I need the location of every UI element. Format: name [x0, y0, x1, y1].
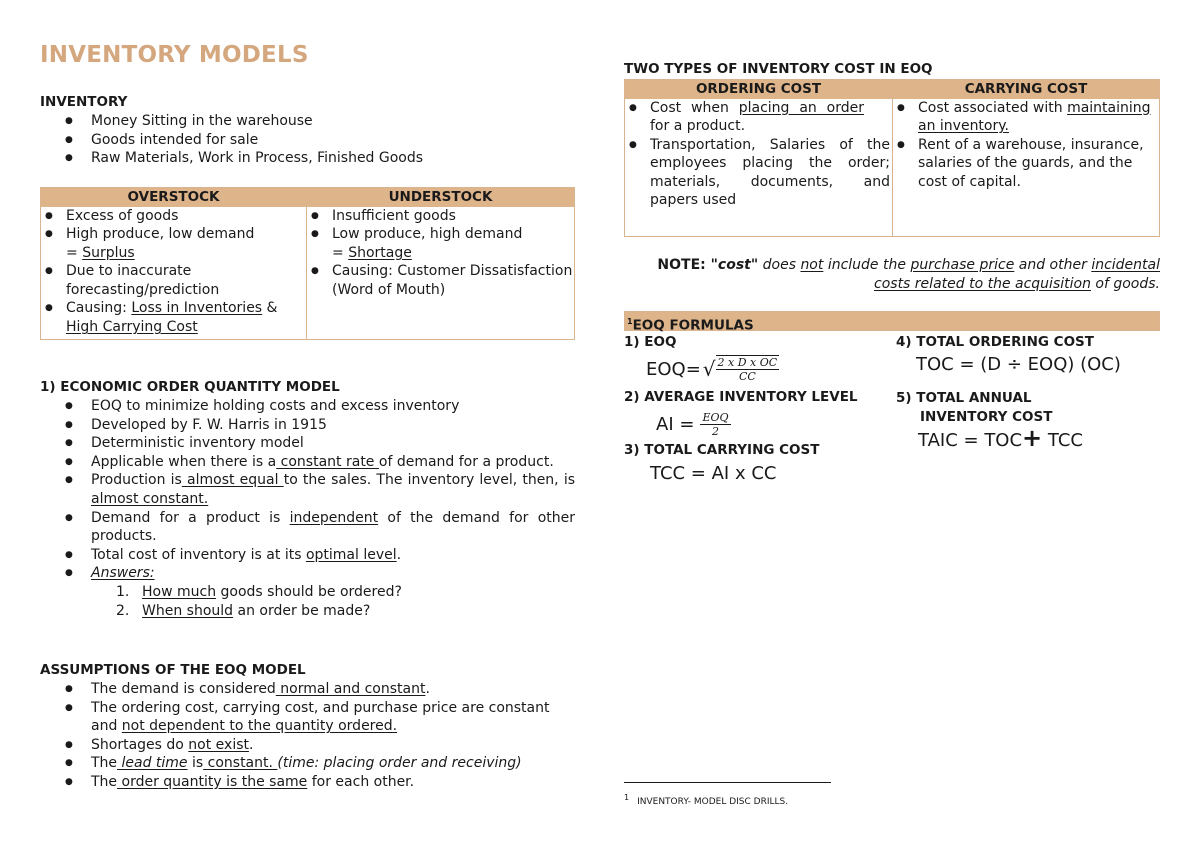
- footnote-mark: 1: [624, 793, 630, 802]
- text: purchase price: [910, 257, 1015, 273]
- taic-formula: [896, 424, 1160, 452]
- carrying-cost-header: CARRYING COST: [893, 80, 1160, 99]
- eoq-model-heading: 1) ECONOMIC ORDER QUANTITY MODEL: [40, 379, 340, 395]
- list-item: ● Causing: Customer Dissatisfaction (Word of Mouth): [307, 262, 574, 299]
- numerator: EOQ: [702, 410, 729, 424]
- text: of goods.: [1090, 276, 1160, 292]
- eoq-formula: [624, 352, 894, 386]
- shortage-term: Shortage: [348, 244, 412, 261]
- formula-5-label-line2: INVENTORY COST: [920, 409, 1053, 425]
- surplus-term: Surplus: [82, 244, 135, 261]
- assumptions-heading: ASSUMPTIONS OF THE EOQ MODEL: [40, 662, 306, 678]
- denominator: 2: [711, 424, 719, 438]
- text: Cost when: [650, 99, 739, 116]
- eoq-formulas-heading: EOQ FORMULAS: [632, 317, 754, 334]
- cost-types-table: [624, 79, 1160, 237]
- text: TAIC = TOC: [918, 430, 1023, 451]
- text: to the sales. The inventory level, then, is: [283, 472, 575, 489]
- list-item: [41, 299, 306, 336]
- text: maintaining an inventory.: [918, 99, 1151, 135]
- understock-cell: [307, 207, 575, 340]
- answers-label: Answers:: [91, 565, 155, 582]
- list-item: ● Developed by F. W. Harris in 1915: [40, 416, 575, 435]
- text: High Carrying Cost: [66, 319, 198, 336]
- text: normal and constant: [275, 681, 426, 697]
- text: and other: [1014, 257, 1092, 273]
- formula-4-label: 4) TOTAL ORDERING COST: [896, 334, 1094, 350]
- list-number: 2.: [116, 602, 130, 619]
- list-item: [41, 225, 306, 262]
- text: almost equal: [181, 472, 284, 489]
- list-item: [40, 773, 575, 792]
- answers-list: [40, 583, 575, 621]
- text: The ordering cost, carrying cost, and purchase price are constant and: [91, 699, 550, 735]
- list-item: [893, 99, 1159, 136]
- list-item: ● Goods intended for sale: [40, 131, 575, 150]
- understock-header: UNDERSTOCK: [307, 188, 575, 207]
- list-item: [40, 471, 575, 508]
- ordering-cost-header: ORDERING COST: [625, 80, 893, 99]
- overstock-header: OVERSTOCK: [41, 188, 307, 207]
- text: =: [66, 244, 83, 261]
- stock-table-wrap: [40, 187, 575, 340]
- text: .: [396, 546, 402, 563]
- list-item: ● Raw Materials, Work in Process, Finished Goods: [40, 149, 575, 168]
- text: does: [758, 257, 801, 273]
- text: Demand for a product is: [91, 509, 290, 526]
- cost-types-heading: TWO TYPES OF INVENTORY COST IN EOQ: [624, 61, 933, 77]
- text: Cost associated with: [918, 99, 1068, 116]
- list-item: [307, 225, 574, 262]
- text: not: [800, 257, 824, 273]
- formulas-left: [624, 333, 894, 484]
- text: Shortages do: [91, 736, 189, 753]
- text: .: [425, 681, 430, 697]
- ordering-cost-cell: [625, 99, 893, 237]
- formulas-right: [896, 333, 1160, 451]
- text: Causing:: [66, 300, 132, 317]
- text: optimal level: [305, 546, 397, 563]
- numerator: 2 x D x OC: [717, 356, 778, 369]
- text: placing an order: [738, 99, 864, 116]
- list-item: ● Insufficient goods: [307, 207, 574, 226]
- text: order quantity is the same: [117, 773, 308, 790]
- text: The demand is considered: [91, 681, 276, 697]
- text: constant rate: [276, 453, 379, 470]
- denominator: CC: [738, 370, 756, 383]
- text: Low produce, high demand: [332, 226, 523, 243]
- text: is: [187, 755, 204, 772]
- formula-5-label: 5) TOTAL ANNUAL: [896, 390, 1032, 406]
- list-item: [40, 583, 575, 602]
- list-item: ● Deterministic inventory model: [40, 434, 575, 453]
- text: Applicable when there is a: [91, 453, 277, 470]
- toc-formula: TOC = (D ÷ EOQ) (OC): [916, 354, 1121, 375]
- text: constant.: [203, 755, 278, 772]
- list-item: ● Excess of goods: [41, 207, 306, 226]
- inventory-heading: INVENTORY: [40, 94, 128, 110]
- list-item: [40, 546, 575, 565]
- list-item: [40, 509, 575, 546]
- text: goods should be ordered?: [216, 583, 402, 600]
- text: of the demand for other products.: [91, 509, 576, 545]
- footnote-ref: 1: [627, 317, 633, 326]
- text: (time: placing order and receiving): [277, 755, 522, 772]
- carrying-cost-cell: [893, 99, 1160, 237]
- lead-time-term: lead time: [117, 755, 188, 772]
- list-item: [40, 602, 575, 621]
- text: When should: [142, 602, 234, 619]
- footnote: [624, 793, 788, 807]
- list-item: ● Due to inaccurate forecasting/prediction: [41, 262, 306, 299]
- text: The: [91, 755, 118, 772]
- list-item: ● EOQ to minimize holding costs and excess inventory: [40, 397, 575, 416]
- text: of demand for a product.: [378, 453, 554, 470]
- eoq-model-section: [40, 378, 575, 621]
- formula-2-label: 2) AVERAGE INVENTORY LEVEL: [624, 389, 858, 405]
- list-item: ● Money Sitting in the warehouse: [40, 112, 575, 131]
- list-item: [40, 564, 575, 583]
- list-item: ● Rent of a warehouse, insurance, salaries of the guards, and the cost of capital.: [893, 136, 1159, 192]
- text: =: [332, 244, 349, 261]
- list-item: [40, 699, 575, 736]
- sqrt-icon: √: [702, 357, 716, 381]
- text: Loss in Inventories: [131, 300, 263, 317]
- page-title: INVENTORY MODELS: [40, 42, 309, 68]
- text: The: [91, 773, 118, 790]
- cost-types-section: [624, 60, 1160, 237]
- ai-fraction: [700, 411, 730, 438]
- eoq-fraction: [716, 355, 780, 383]
- text: independent: [289, 509, 379, 526]
- text: AI =: [656, 413, 695, 435]
- list-number: 1.: [116, 583, 130, 600]
- footnote-text: INVENTORY- MODEL DISC DRILLS.: [637, 797, 789, 807]
- text: not exist: [188, 736, 249, 753]
- text: almost constant.: [91, 490, 209, 507]
- text: for each other.: [307, 773, 415, 790]
- tcc-formula: TCC = AI x CC: [650, 463, 777, 484]
- inventory-list: [40, 112, 575, 168]
- list-item: [40, 754, 575, 773]
- stock-table: [40, 187, 575, 340]
- assumptions-section: [40, 661, 575, 792]
- list-item: ● Transportation, Salaries of the employees placing the order; materials, documents, and papers used: [625, 136, 892, 210]
- text: .: [249, 736, 254, 753]
- text: an order be made?: [233, 602, 371, 619]
- formula-3-label: 3) TOTAL CARRYING COST: [624, 442, 820, 458]
- eoq-formulas-header: [624, 311, 1160, 334]
- overstock-cell: [41, 207, 307, 340]
- list-item: [625, 99, 892, 136]
- text: Total cost of inventory is at its: [91, 546, 306, 563]
- text: How much: [142, 583, 217, 600]
- text: EOQ=: [646, 358, 701, 380]
- inventory-section: [40, 93, 575, 168]
- formula-1-label: 1) EOQ: [624, 334, 677, 350]
- text: High produce, low demand: [66, 226, 255, 243]
- note: [624, 256, 1160, 294]
- ai-formula: [624, 407, 894, 441]
- list-item: [40, 736, 575, 755]
- footnote-divider: [624, 782, 831, 783]
- text: TCC: [1042, 430, 1083, 451]
- plus-icon: +: [1022, 424, 1043, 452]
- list-item: [40, 680, 575, 699]
- text: Production is: [91, 472, 182, 489]
- text: "cost": [705, 257, 759, 273]
- text: &: [262, 300, 278, 317]
- text: for a product.: [650, 118, 746, 135]
- note-label: NOTE:: [657, 257, 706, 273]
- list-item: [40, 453, 575, 472]
- text: include the: [823, 257, 911, 273]
- text: not dependent to the quantity ordered.: [121, 718, 398, 735]
- text: incidental costs related to the acquisition: [874, 257, 1160, 292]
